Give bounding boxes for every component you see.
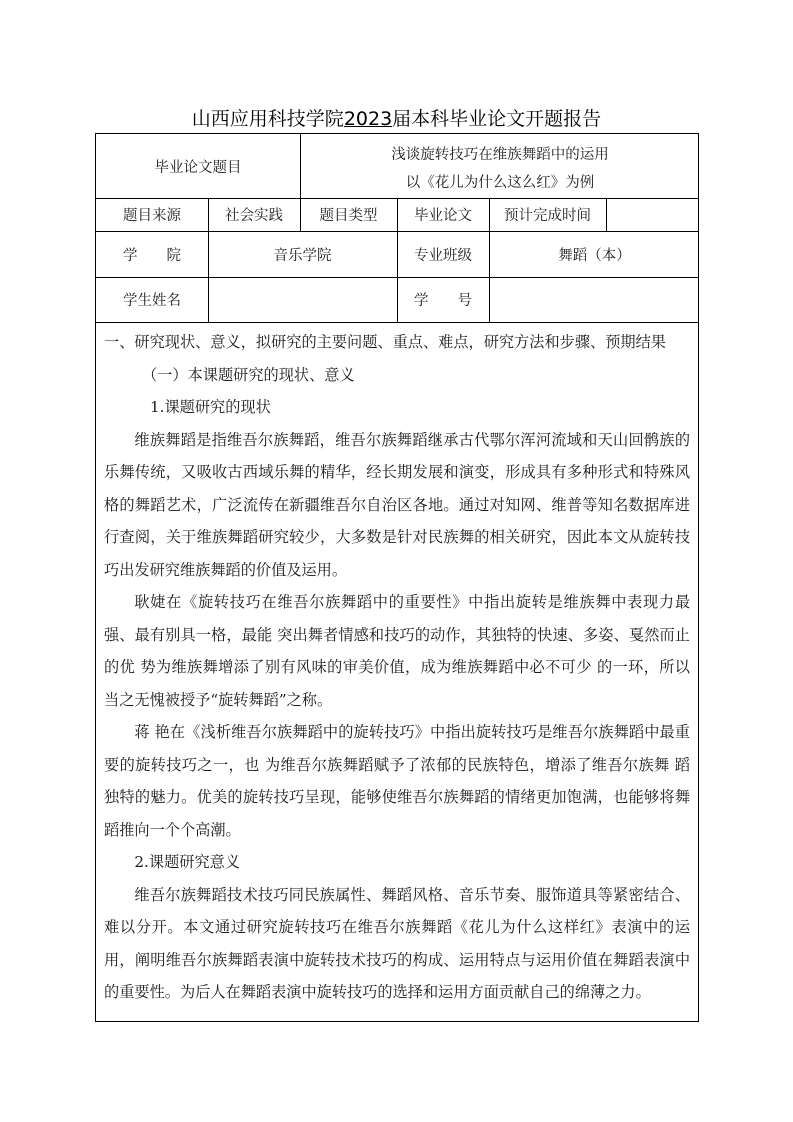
paragraph: 维族舞蹈是指维吾尔族舞蹈，维吾尔族舞蹈继承古代鄂尔浑河流域和天山回鹘族的乐舞传统，又吸收古西域乐舞的精华，经长期发展和演变，形成具有多种形式和特殊风格的舞蹈艺术，广泛流传在新疆维吾尔自治区各地。通过对知网、维普等知名数据库进行查阅，关于维族舞蹈研究较少，大多数是针对民族舞的相关研究，因此本文从旋转技巧出发研究维族舞蹈的价值及运用。 bbox=[104, 430, 690, 579]
title-year: 2023 bbox=[343, 108, 393, 130]
item-heading: 1.课题研究的现状 bbox=[150, 398, 271, 416]
section-heading: 一、研究现状、意义，拟研究的主要问题、重点、难点，研究方法和步骤、预期结果 bbox=[104, 333, 666, 351]
major-class-label: 专业班级 bbox=[414, 247, 472, 264]
thesis-title-line2: 以《花儿为什么这么红》为例 bbox=[405, 174, 595, 191]
major-class-value: 舞蹈（本） bbox=[558, 247, 631, 264]
student-id-value bbox=[489, 277, 700, 322]
student-name-label: 学生姓名 bbox=[123, 293, 181, 309]
student-id-label: 学 号 bbox=[414, 293, 472, 309]
expected-completion-label: 预计完成时间 bbox=[504, 208, 591, 224]
expected-completion-value bbox=[606, 198, 700, 231]
topic-source-value: 社会实践 bbox=[225, 208, 283, 224]
paragraph: 维吾尔族舞蹈技术技巧同民族属性、舞蹈风格、音乐节奏、服饰道具等紧密结合、难以分开。本文通过研究旋转技巧在维吾尔族舞蹈《花儿为什么这样红》表演中的运用，阐明维吾尔族舞蹈表演中旋转技术技巧的构成、运用特点与运用价值在舞蹈表演中的重要性。为后人在舞蹈表演中旋转技巧的选择和运用方面贡献自己的绵薄之力。 bbox=[104, 885, 690, 1001]
student-name-value bbox=[208, 277, 397, 322]
title-prefix: 山西应用科技学院 bbox=[191, 108, 344, 130]
topic-type-label: 题目类型 bbox=[319, 208, 378, 224]
row-divider bbox=[96, 322, 698, 323]
thesis-title-label: 毕业论文题目 bbox=[154, 159, 242, 176]
topic-type-value: 毕业论文 bbox=[414, 208, 472, 224]
college-label: 学 院 bbox=[123, 247, 181, 264]
subsection-heading: （一）本课题研究的现状、意义 bbox=[142, 365, 355, 384]
thesis-title-line1: 浅谈旋转技巧在维族舞蹈中的运用 bbox=[391, 146, 609, 163]
proposal-table bbox=[95, 133, 699, 1022]
proposal-body bbox=[104, 326, 690, 1009]
paragraph: 蒋 艳在《浅析维吾尔族舞蹈中的旋转技巧》中指出旋转技巧是维吾尔族舞蹈中最重要的旋转技巧之一，也 为维吾尔族舞蹈赋予了浓郁的民族特色，增添了维吾尔族舞 蹈独特的魅力。优美的旋转技巧呈现，能够使维吾尔族舞蹈的情绪更加饱满，也能够将舞蹈推向一个个高潮。 bbox=[104, 723, 690, 839]
document-title bbox=[0, 106, 793, 132]
topic-source-label: 题目来源 bbox=[123, 208, 181, 224]
item-heading: 2.课题研究意义 bbox=[134, 853, 241, 871]
paragraph: 耿婕在《旋转技巧在维吾尔族舞蹈中的重要性》中指出旋转是维族舞中表现力最强、最有别具一格，最能 突出舞者情感和技巧的动作，其独特的快速、多姿、戛然而止的优 势为维族舞增添了别有风味的审美价值，成为维族舞蹈中必不可少 的一环，所以当之无愧被授予“旋转舞蹈”之称。 bbox=[104, 593, 690, 709]
title-suffix: 届本科毕业论文开题报告 bbox=[392, 108, 602, 130]
college-value: 音乐学院 bbox=[273, 247, 332, 264]
